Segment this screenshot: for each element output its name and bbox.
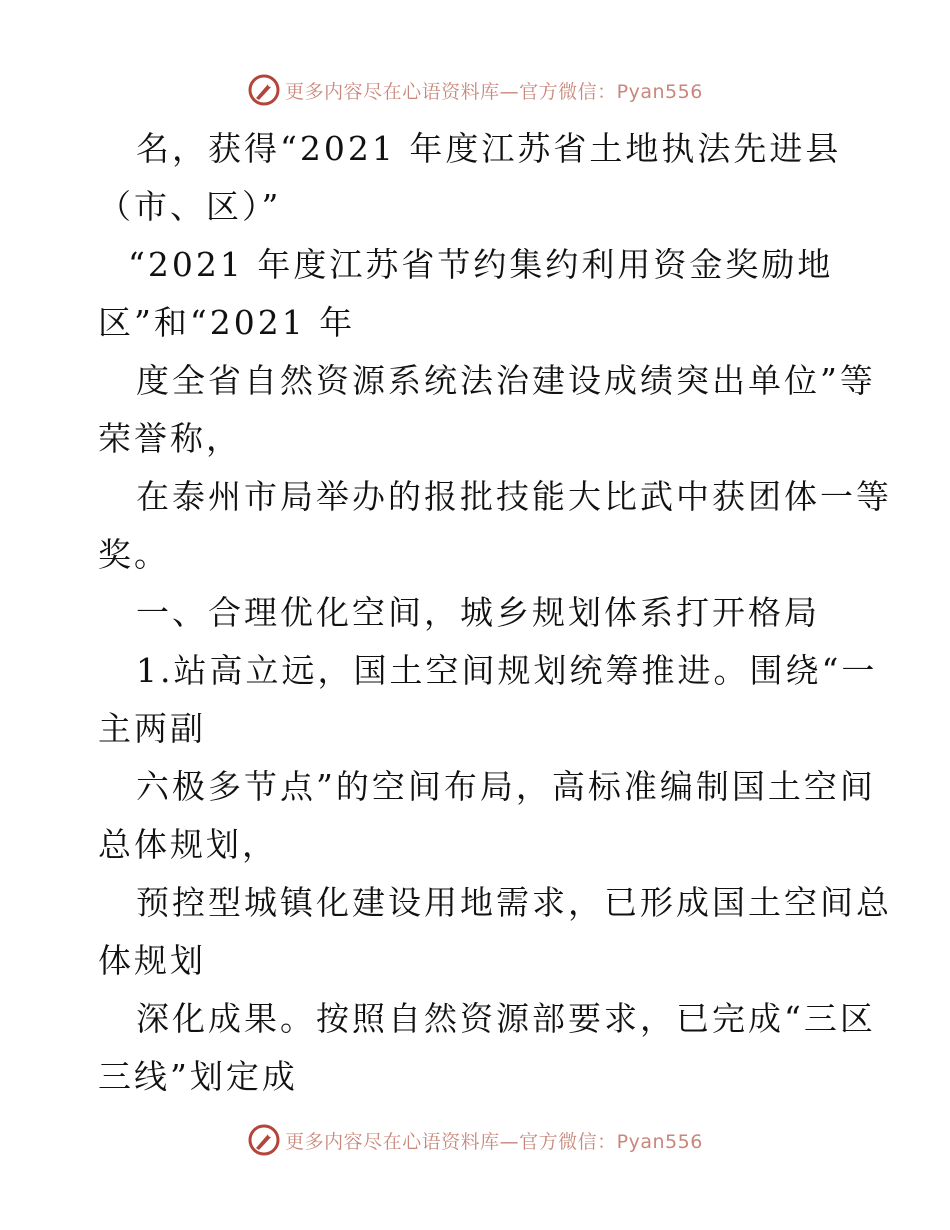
header-banner — [0, 70, 950, 110]
banner-text: 更多内容尽在心语资料库—官方微信：Pyan556 — [285, 1130, 703, 1153]
paragraph-line: 区”和“2021 年 — [98, 303, 356, 342]
banner-text: 更多内容尽在心语资料库—官方微信：Pyan556 — [285, 80, 703, 103]
pen-nib-seal-icon — [247, 1123, 281, 1157]
paragraph-line: 体规划 — [98, 941, 206, 980]
paragraph-line: 奖。 — [98, 535, 170, 574]
paragraph-line: 1.站高立远，国土空间规划统筹推进。围绕“一 — [136, 651, 878, 690]
paragraph-line: 预控型城镇化建设用地需求，已形成国土空间总 — [136, 883, 892, 922]
paragraph-line: 深化成果。按照自然资源部要求，已完成“三区 — [136, 999, 876, 1038]
document-body — [98, 120, 892, 1106]
paragraph-line: 三线”划定成 — [98, 1057, 298, 1096]
section-heading: 一、合理优化空间，城乡规划体系打开格局 — [136, 593, 820, 632]
paragraph-line: 主两副 — [98, 709, 206, 748]
footer-banner — [0, 1120, 950, 1160]
paragraph-line: 荣誉称， — [98, 419, 242, 458]
paragraph-line: 在泰州市局举办的报批技能大比武中获团体一等 — [136, 477, 892, 516]
paragraph-line: 六极多节点”的空间布局，高标准编制国土空间 — [136, 767, 876, 806]
paragraph-line: 名，获得“2021 年度江苏省土地执法先进县 — [136, 129, 842, 168]
paragraph-line: （市、区）” — [98, 187, 282, 226]
paragraph-line: “2021 年度江苏省节约集约利用资金奖励地 — [128, 245, 834, 284]
paragraph-line: 总体规划， — [98, 825, 278, 864]
paragraph-line: 度全省自然资源系统法治建设成绩突出单位”等 — [136, 361, 876, 400]
pen-nib-seal-icon — [247, 73, 281, 107]
